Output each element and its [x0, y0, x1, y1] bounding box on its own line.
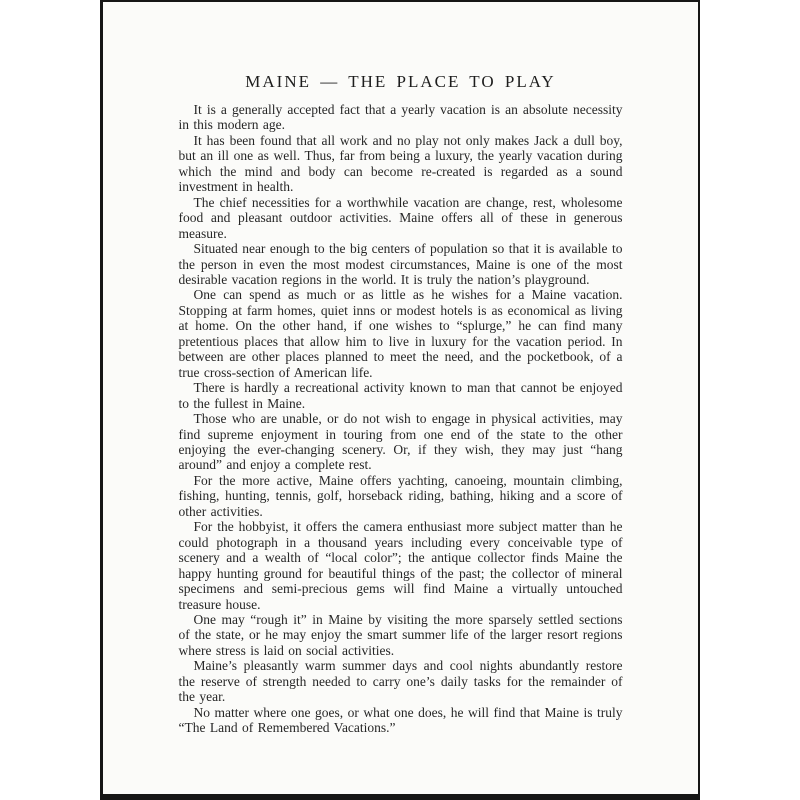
paragraph: Those who are unable, or do not wish to engage in physical activities, may find supreme enjoyment in touring from one end of the state to the other enjoying the ever-changing scenery. Or, if they wish, they may just “hang around” and enjoy a complete rest. [178, 411, 623, 473]
paragraph: For the more active, Maine offers yachting, canoeing, mountain climbing, fishing, hunting, tennis, golf, horseback riding, bathing, hiking and a score of other activities. [178, 472, 623, 519]
paragraph: There is hardly a recreational activity known to man that cannot be enjoyed to the fullest in Maine. [178, 380, 623, 411]
paragraph: It has been found that all work and no play not only makes Jack a dull boy, but an ill one as well. Thus, far from being a luxury, the yearly vacation during which the mind and body can become re-created is regarded as a sound investment in health. [178, 132, 623, 195]
page-title: MAINE — THE PLACE TO PLAY [245, 72, 556, 91]
page-paragraphs [179, 102, 623, 736]
paragraph: For the hobbyist, it offers the camera enthusiast more subject matter than he could photograph in a thousand years including every conceivable type of scenery and a wealth of “local color”; the antique collector finds Maine the happy hunting ground for beautiful things of the past; the collector of mineral specimens and semi-precious gems will find Maine a virtually untouched treasure house. [178, 519, 623, 612]
scanned-page [100, 0, 700, 800]
paragraph: The chief necessities for a worthwhile vacation are change, rest, wholesome food and pleasant outdoor activities. Maine offers all of these in generous measure. [178, 194, 623, 241]
paragraph: Situated near enough to the big centers of population so that it is available to the person in even the most modest circumstances, Maine is one of the most desirable vacation regions in the world. It is truly the nation’s playground. [178, 241, 623, 287]
paragraph: One can spend as much or as little as he wishes for a Maine vacation. Stopping at farm homes, quiet inns or modest hotels is as economical as living at home. On the other hand, if one wishes to “splurge,” he can find many pretentious places that allow him to live in luxury for the vacation period. In between are other places planned to meet the need, and the pocketbook, of a true cross-section of American life. [178, 287, 623, 380]
paragraph: No matter where one goes, or what one does, he will find that Maine is truly “The Land of Remembered Vacations.” [178, 704, 623, 736]
paragraph: Maine’s pleasantly warm summer days and cool nights abundantly restore the reserve of strength needed to carry one’s daily tasks for the remainder of the year. [178, 658, 623, 705]
paragraph: It is a generally accepted fact that a yearly vacation is an absolute necessity in this modern age. [178, 102, 623, 133]
paragraph: One may “rough it” in Maine by visiting the more sparsely settled sections of the state, or he may enjoy the smart summer life of the larger resort regions where stress is laid on social activities. [178, 611, 623, 658]
